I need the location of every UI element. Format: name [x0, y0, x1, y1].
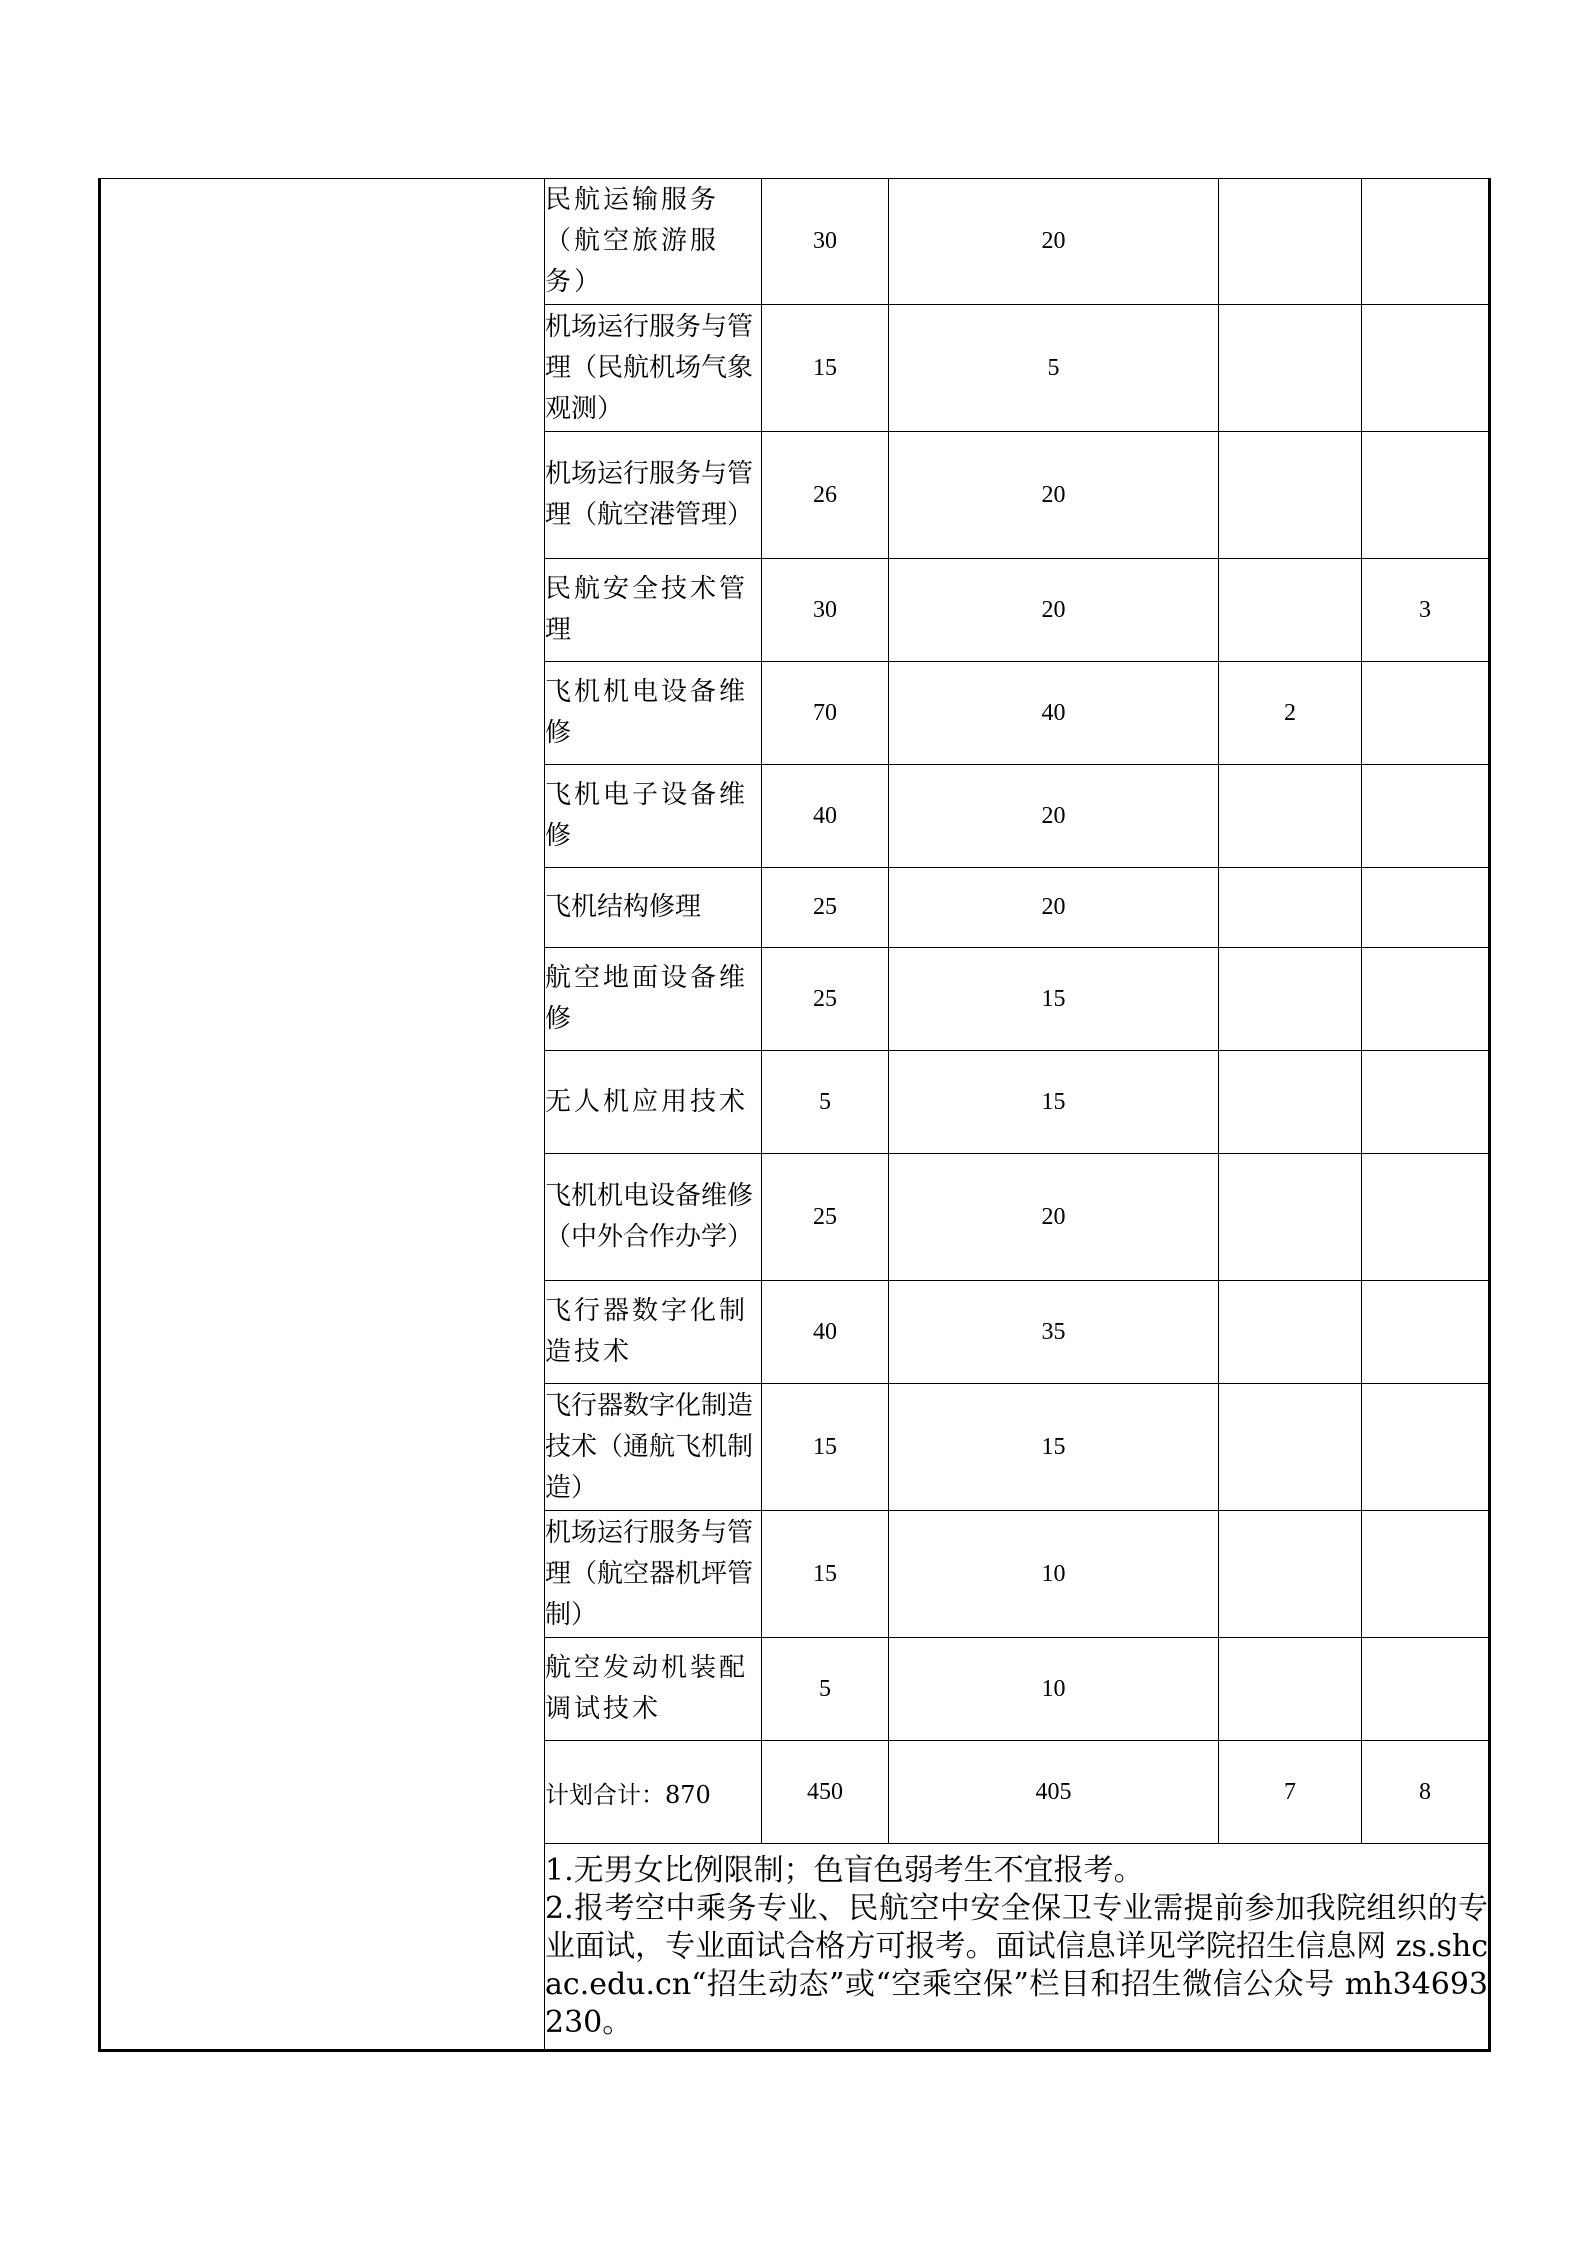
plan-count-cell [1219, 559, 1362, 662]
plan-count-cell [1362, 305, 1490, 432]
major-name-cell: 飞机机电设备维修 [545, 662, 762, 765]
plan-count-cell [1219, 1384, 1362, 1511]
plan-count-cell: 15 [889, 948, 1219, 1051]
major-name-cell: 机场运行服务与管理（航空港管理） [545, 432, 762, 559]
total-count-cell: 405 [889, 1741, 1219, 1844]
plan-count-cell [1362, 1051, 1490, 1154]
total-label-cell: 计划合计：870 [545, 1741, 762, 1844]
plan-count-cell [1219, 948, 1362, 1051]
table-row [100, 179, 1490, 305]
plan-count-cell: 20 [889, 868, 1219, 948]
plan-count-cell: 40 [762, 1281, 889, 1384]
major-name-cell: 飞行器数字化制造技术（通航飞机制造） [545, 1384, 762, 1511]
note-line-1: 1.无男女比例限制；色盲色弱考生不宜报考。 [545, 1852, 1144, 1888]
plan-count-cell [1362, 179, 1490, 305]
plan-count-cell [1362, 1154, 1490, 1281]
plan-count-cell [1219, 305, 1362, 432]
plan-count-cell: 10 [889, 1638, 1219, 1741]
plan-count-cell [1362, 432, 1490, 559]
plan-count-cell: 15 [762, 305, 889, 432]
plan-count-cell: 30 [762, 179, 889, 305]
plan-count-cell: 5 [762, 1051, 889, 1154]
plan-count-cell: 20 [889, 765, 1219, 868]
major-name-cell: 无人机应用技术 [545, 1051, 762, 1154]
plan-count-cell: 5 [889, 305, 1219, 432]
plan-count-cell [1362, 765, 1490, 868]
major-name-cell: 航空发动机装配调试技术 [545, 1638, 762, 1741]
note-line-2: 2.报考空中乘务专业、民航空中安全保卫专业需提前参加我院组织的专业面试，专业面试合格方可报考。面试信息详见学院招生信息网 zs.shcac.edu.cn“招生动态”或“空乘空保”栏目和招生微信公众号 mh34693230。 [545, 1890, 1488, 2040]
major-name-cell: 民航运输服务（航空旅游服务） [545, 179, 762, 305]
plan-count-cell [1219, 765, 1362, 868]
plan-count-cell [1219, 1281, 1362, 1384]
plan-count-cell: 25 [762, 1154, 889, 1281]
plan-count-cell: 20 [889, 559, 1219, 662]
plan-count-cell: 40 [762, 765, 889, 868]
plan-count-cell [1219, 432, 1362, 559]
major-name-cell: 民航安全技术管理 [545, 559, 762, 662]
plan-count-cell: 15 [889, 1384, 1219, 1511]
plan-count-cell [1219, 1051, 1362, 1154]
plan-count-cell: 30 [762, 559, 889, 662]
major-name-cell: 机场运行服务与管理（航空器机坪管制） [545, 1511, 762, 1638]
total-count-cell: 7 [1219, 1741, 1362, 1844]
total-count-cell: 8 [1362, 1741, 1490, 1844]
plan-count-cell: 15 [762, 1384, 889, 1511]
plan-count-cell: 25 [762, 868, 889, 948]
plan-count-cell: 40 [889, 662, 1219, 765]
notes-cell [545, 1844, 1490, 2051]
plan-count-cell: 20 [889, 1154, 1219, 1281]
major-name-cell: 飞机电子设备维修 [545, 765, 762, 868]
plan-count-cell [1219, 1638, 1362, 1741]
plan-count-cell [1219, 179, 1362, 305]
total-count-cell: 450 [762, 1741, 889, 1844]
plan-count-cell: 35 [889, 1281, 1219, 1384]
major-name-cell: 飞机机电设备维修（中外合作办学） [545, 1154, 762, 1281]
plan-count-cell: 26 [762, 432, 889, 559]
plan-count-cell: 3 [1362, 559, 1490, 662]
plan-count-cell: 5 [762, 1638, 889, 1741]
plan-count-cell: 15 [889, 1051, 1219, 1154]
plan-count-cell [1362, 1511, 1490, 1638]
plan-count-cell [1362, 1638, 1490, 1741]
plan-count-cell: 20 [889, 179, 1219, 305]
plan-count-cell: 10 [889, 1511, 1219, 1638]
institution-cell [100, 179, 545, 2051]
plan-count-cell: 70 [762, 662, 889, 765]
major-name-cell: 航空地面设备维修 [545, 948, 762, 1051]
major-name-cell: 飞机结构修理 [545, 868, 762, 948]
major-name-cell: 机场运行服务与管理（民航机场气象观测） [545, 305, 762, 432]
plan-count-cell: 2 [1219, 662, 1362, 765]
plan-count-cell: 20 [889, 432, 1219, 559]
plan-count-cell: 15 [762, 1511, 889, 1638]
plan-count-cell [1362, 1384, 1490, 1511]
plan-count-cell [1219, 868, 1362, 948]
enrollment-plan-table [98, 178, 1491, 2052]
plan-count-cell [1362, 868, 1490, 948]
plan-count-cell [1362, 1281, 1490, 1384]
plan-count-cell [1219, 1511, 1362, 1638]
major-name-cell: 飞行器数字化制造技术 [545, 1281, 762, 1384]
plan-count-cell [1362, 662, 1490, 765]
plan-count-cell [1219, 1154, 1362, 1281]
plan-count-cell: 25 [762, 948, 889, 1051]
plan-count-cell [1362, 948, 1490, 1051]
